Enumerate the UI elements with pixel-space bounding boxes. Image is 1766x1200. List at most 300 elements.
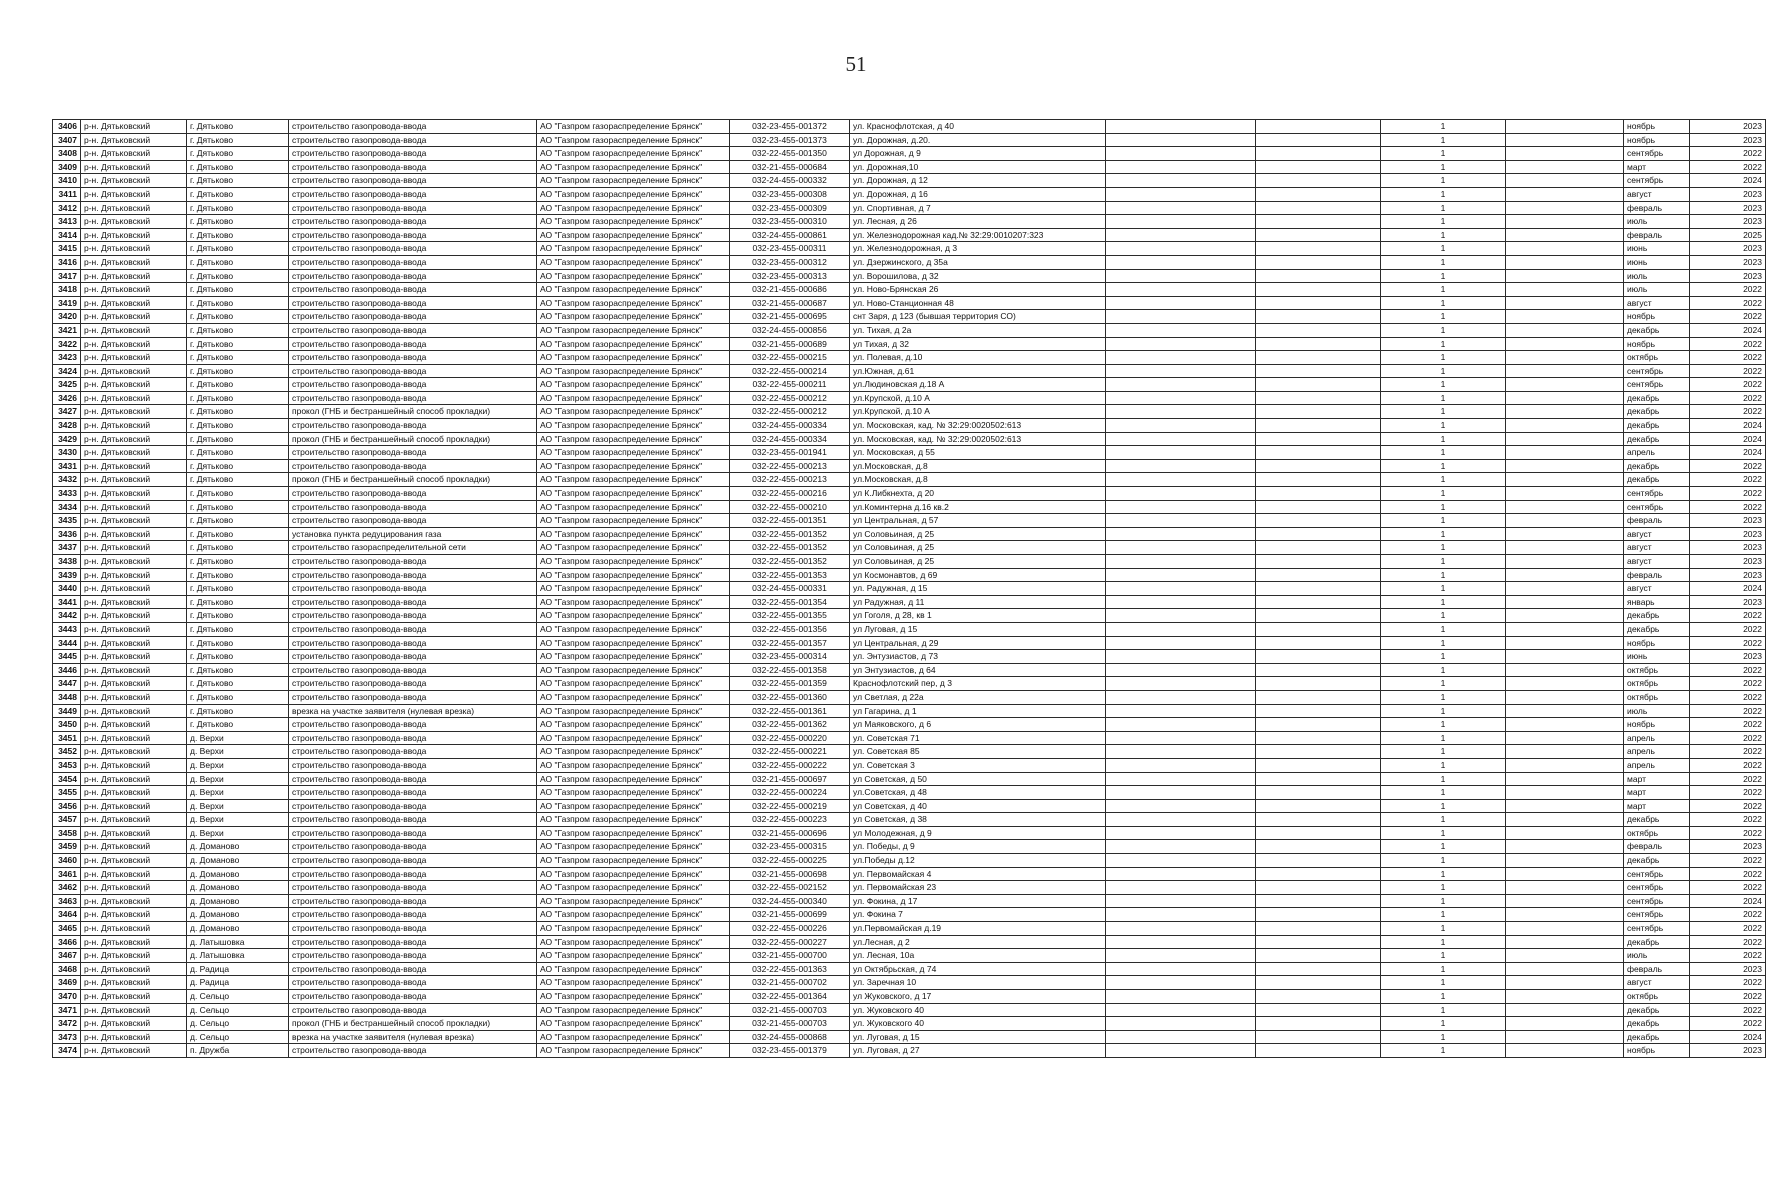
- cell-settlement: д. Верхи: [187, 772, 289, 786]
- cell-settlement: г. Дятьково: [187, 378, 289, 392]
- cell-month: июль: [1624, 704, 1690, 718]
- cell-row-number: 3446: [53, 663, 81, 677]
- cell-address: ул К.Либкнехта, д 20: [850, 487, 1106, 501]
- cell-quantity: 1: [1381, 1044, 1506, 1058]
- cell-district: р-н. Дятьковский: [81, 147, 187, 161]
- cell-year: 2022: [1690, 663, 1766, 677]
- cell-settlement: г. Дятьково: [187, 622, 289, 636]
- cell-address: ул. Советская 71: [850, 731, 1106, 745]
- cell-year: 2023: [1690, 215, 1766, 229]
- cell-month: ноябрь: [1624, 636, 1690, 650]
- cell-district: р-н. Дятьковский: [81, 622, 187, 636]
- cell-empty-cell: [1506, 990, 1624, 1004]
- cell-address: ул.Победы д.12: [850, 854, 1106, 868]
- cell-month: декабрь: [1624, 854, 1690, 868]
- cell-work-type: строительство газопровода-ввода: [289, 568, 537, 582]
- cell-settlement: г. Дятьково: [187, 201, 289, 215]
- cell-application-number: 032-22-455-000213: [730, 473, 850, 487]
- cell-empty-cell: [1106, 704, 1256, 718]
- cell-organization: АО "Газпром газораспределение Брянск": [537, 922, 730, 936]
- cell-organization: АО "Газпром газораспределение Брянск": [537, 500, 730, 514]
- cell-empty-cell: [1506, 935, 1624, 949]
- cell-organization: АО "Газпром газораспределение Брянск": [537, 650, 730, 664]
- cell-row-number: 3453: [53, 758, 81, 772]
- cell-work-type: строительство газопровода-ввода: [289, 813, 537, 827]
- cell-empty-cell: [1506, 650, 1624, 664]
- cell-empty-cell: [1106, 323, 1256, 337]
- cell-organization: АО "Газпром газораспределение Брянск": [537, 405, 730, 419]
- cell-row-number: 3435: [53, 514, 81, 528]
- cell-district: р-н. Дятьковский: [81, 690, 187, 704]
- cell-empty-cell: [1256, 351, 1381, 365]
- table-row: [53, 799, 1766, 813]
- cell-settlement: г. Дятьково: [187, 459, 289, 473]
- cell-month: июль: [1624, 949, 1690, 963]
- cell-organization: АО "Газпром газораспределение Брянск": [537, 976, 730, 990]
- cell-organization: АО "Газпром газораспределение Брянск": [537, 772, 730, 786]
- cell-settlement: г. Дятьково: [187, 419, 289, 433]
- cell-row-number: 3450: [53, 718, 81, 732]
- cell-empty-cell: [1106, 473, 1256, 487]
- cell-year: 2023: [1690, 1044, 1766, 1058]
- cell-month: сентябрь: [1624, 364, 1690, 378]
- cell-district: р-н. Дятьковский: [81, 609, 187, 623]
- cell-quantity: 1: [1381, 555, 1506, 569]
- cell-work-type: строительство газопровода-ввода: [289, 133, 537, 147]
- cell-month: июнь: [1624, 242, 1690, 256]
- cell-empty-cell: [1506, 283, 1624, 297]
- cell-empty-cell: [1256, 745, 1381, 759]
- cell-empty-cell: [1106, 419, 1256, 433]
- cell-empty-cell: [1256, 650, 1381, 664]
- cell-settlement: г. Дятьково: [187, 541, 289, 555]
- cell-settlement: г. Дятьково: [187, 582, 289, 596]
- cell-application-number: 032-21-455-000689: [730, 337, 850, 351]
- cell-empty-cell: [1256, 1017, 1381, 1031]
- cell-empty-cell: [1506, 962, 1624, 976]
- cell-work-type: строительство газопровода-ввода: [289, 487, 537, 501]
- table-row: [53, 636, 1766, 650]
- cell-empty-cell: [1506, 133, 1624, 147]
- cell-organization: АО "Газпром газораспределение Брянск": [537, 269, 730, 283]
- cell-application-number: 032-23-455-000312: [730, 255, 850, 269]
- cell-application-number: 032-22-455-001362: [730, 718, 850, 732]
- cell-row-number: 3408: [53, 147, 81, 161]
- cell-empty-cell: [1256, 527, 1381, 541]
- cell-district: р-н. Дятьковский: [81, 731, 187, 745]
- cell-address: ул.Крупской, д.10 А: [850, 405, 1106, 419]
- cell-organization: АО "Газпром газораспределение Брянск": [537, 242, 730, 256]
- cell-row-number: 3432: [53, 473, 81, 487]
- cell-application-number: 032-22-455-001353: [730, 568, 850, 582]
- cell-empty-cell: [1256, 854, 1381, 868]
- table-row: [53, 1030, 1766, 1044]
- cell-empty-cell: [1506, 160, 1624, 174]
- cell-month: октябрь: [1624, 663, 1690, 677]
- cell-month: ноябрь: [1624, 133, 1690, 147]
- table-row: [53, 922, 1766, 936]
- cell-organization: АО "Газпром газораспределение Брянск": [537, 731, 730, 745]
- cell-work-type: строительство газопровода-ввода: [289, 990, 537, 1004]
- cell-district: р-н. Дятьковский: [81, 1030, 187, 1044]
- cell-district: р-н. Дятьковский: [81, 283, 187, 297]
- cell-organization: АО "Газпром газораспределение Брянск": [537, 160, 730, 174]
- cell-work-type: строительство газопровода-ввода: [289, 799, 537, 813]
- cell-organization: АО "Газпром газораспределение Брянск": [537, 201, 730, 215]
- cell-organization: АО "Газпром газораспределение Брянск": [537, 799, 730, 813]
- cell-work-type: строительство газопровода-ввода: [289, 908, 537, 922]
- cell-work-type: строительство газопровода-ввода: [289, 555, 537, 569]
- cell-empty-cell: [1256, 364, 1381, 378]
- cell-organization: АО "Газпром газораспределение Брянск": [537, 446, 730, 460]
- cell-month: октябрь: [1624, 990, 1690, 1004]
- cell-quantity: 1: [1381, 922, 1506, 936]
- cell-district: р-н. Дятьковский: [81, 636, 187, 650]
- cell-settlement: г. Дятьково: [187, 514, 289, 528]
- cell-year: 2024: [1690, 432, 1766, 446]
- cell-empty-cell: [1506, 731, 1624, 745]
- cell-year: 2022: [1690, 976, 1766, 990]
- table-row: [53, 772, 1766, 786]
- cell-row-number: 3441: [53, 595, 81, 609]
- cell-settlement: г. Дятьково: [187, 555, 289, 569]
- cell-empty-cell: [1506, 296, 1624, 310]
- table-row: [53, 242, 1766, 256]
- cell-quantity: 1: [1381, 854, 1506, 868]
- cell-year: 2024: [1690, 174, 1766, 188]
- cell-year: 2022: [1690, 935, 1766, 949]
- cell-address: ул. Лесная, 10а: [850, 949, 1106, 963]
- cell-district: р-н. Дятьковский: [81, 351, 187, 365]
- cell-settlement: д. Доманово: [187, 922, 289, 936]
- table-row: [53, 786, 1766, 800]
- cell-application-number: 032-22-455-000216: [730, 487, 850, 501]
- cell-row-number: 3417: [53, 269, 81, 283]
- cell-settlement: г. Дятьково: [187, 242, 289, 256]
- cell-work-type: строительство газопровода-ввода: [289, 935, 537, 949]
- cell-settlement: г. Дятьково: [187, 718, 289, 732]
- cell-address: ул Гагарина, д 1: [850, 704, 1106, 718]
- cell-row-number: 3423: [53, 351, 81, 365]
- cell-address: ул. Энтузиастов, д 73: [850, 650, 1106, 664]
- cell-work-type: строительство газопровода-ввода: [289, 120, 537, 134]
- table-row: [53, 215, 1766, 229]
- cell-organization: АО "Газпром газораспределение Брянск": [537, 473, 730, 487]
- cell-row-number: 3462: [53, 881, 81, 895]
- cell-address: ул Радужная, д 11: [850, 595, 1106, 609]
- cell-empty-cell: [1256, 622, 1381, 636]
- cell-application-number: 032-22-455-000224: [730, 786, 850, 800]
- cell-empty-cell: [1106, 541, 1256, 555]
- cell-empty-cell: [1256, 786, 1381, 800]
- cell-month: сентябрь: [1624, 908, 1690, 922]
- cell-address: снт Заря, д 123 (бывшая территория СО): [850, 310, 1106, 324]
- table-row: [53, 391, 1766, 405]
- cell-row-number: 3420: [53, 310, 81, 324]
- cell-empty-cell: [1256, 636, 1381, 650]
- table-row: [53, 255, 1766, 269]
- cell-settlement: д. Радица: [187, 976, 289, 990]
- cell-quantity: 1: [1381, 215, 1506, 229]
- cell-work-type: строительство газопровода-ввода: [289, 323, 537, 337]
- cell-empty-cell: [1256, 541, 1381, 555]
- cell-quantity: 1: [1381, 894, 1506, 908]
- cell-application-number: 032-22-455-001352: [730, 555, 850, 569]
- cell-empty-cell: [1106, 242, 1256, 256]
- cell-empty-cell: [1106, 269, 1256, 283]
- cell-work-type: строительство газопровода-ввода: [289, 337, 537, 351]
- cell-empty-cell: [1256, 378, 1381, 392]
- cell-quantity: 1: [1381, 786, 1506, 800]
- cell-address: ул Соловьиная, д 25: [850, 527, 1106, 541]
- cell-year: 2022: [1690, 772, 1766, 786]
- cell-empty-cell: [1506, 582, 1624, 596]
- cell-district: р-н. Дятьковский: [81, 323, 187, 337]
- cell-empty-cell: [1256, 337, 1381, 351]
- cell-empty-cell: [1256, 555, 1381, 569]
- cell-address: ул Октябрьская, д 74: [850, 962, 1106, 976]
- cell-address: ул Центральная, д 57: [850, 514, 1106, 528]
- cell-settlement: г. Дятьково: [187, 310, 289, 324]
- cell-empty-cell: [1106, 351, 1256, 365]
- cell-organization: АО "Газпром газораспределение Брянск": [537, 323, 730, 337]
- cell-year: 2022: [1690, 949, 1766, 963]
- cell-settlement: г. Дятьково: [187, 636, 289, 650]
- table-row: [53, 976, 1766, 990]
- cell-settlement: г. Дятьково: [187, 174, 289, 188]
- cell-empty-cell: [1106, 908, 1256, 922]
- cell-empty-cell: [1106, 935, 1256, 949]
- cell-empty-cell: [1506, 609, 1624, 623]
- cell-application-number: 032-21-455-000696: [730, 826, 850, 840]
- cell-district: р-н. Дятьковский: [81, 391, 187, 405]
- cell-empty-cell: [1506, 147, 1624, 161]
- cell-row-number: 3429: [53, 432, 81, 446]
- cell-month: февраль: [1624, 228, 1690, 242]
- table-row: [53, 840, 1766, 854]
- cell-district: р-н. Дятьковский: [81, 160, 187, 174]
- cell-address: ул.Южная, д.61: [850, 364, 1106, 378]
- cell-organization: АО "Газпром газораспределение Брянск": [537, 881, 730, 895]
- cell-settlement: д. Доманово: [187, 854, 289, 868]
- cell-month: октябрь: [1624, 690, 1690, 704]
- cell-year: 2023: [1690, 555, 1766, 569]
- cell-district: р-н. Дятьковский: [81, 990, 187, 1004]
- table-row: [53, 500, 1766, 514]
- cell-year: 2023: [1690, 201, 1766, 215]
- cell-empty-cell: [1106, 432, 1256, 446]
- cell-quantity: 1: [1381, 622, 1506, 636]
- cell-address: ул Луговая, д 15: [850, 622, 1106, 636]
- cell-work-type: строительство газопровода-ввода: [289, 391, 537, 405]
- cell-empty-cell: [1106, 391, 1256, 405]
- cell-month: ноябрь: [1624, 310, 1690, 324]
- cell-year: 2023: [1690, 962, 1766, 976]
- cell-year: 2023: [1690, 568, 1766, 582]
- cell-empty-cell: [1256, 487, 1381, 501]
- cell-work-type: строительство газопровода-ввода: [289, 147, 537, 161]
- cell-empty-cell: [1256, 799, 1381, 813]
- cell-empty-cell: [1256, 310, 1381, 324]
- cell-empty-cell: [1256, 120, 1381, 134]
- cell-empty-cell: [1106, 758, 1256, 772]
- cell-empty-cell: [1106, 854, 1256, 868]
- cell-empty-cell: [1506, 636, 1624, 650]
- cell-empty-cell: [1106, 813, 1256, 827]
- cell-district: р-н. Дятьковский: [81, 459, 187, 473]
- cell-row-number: 3474: [53, 1044, 81, 1058]
- cell-settlement: г. Дятьково: [187, 568, 289, 582]
- cell-district: р-н. Дятьковский: [81, 826, 187, 840]
- cell-month: август: [1624, 527, 1690, 541]
- cell-empty-cell: [1506, 242, 1624, 256]
- cell-row-number: 3449: [53, 704, 81, 718]
- cell-empty-cell: [1256, 323, 1381, 337]
- cell-work-type: строительство газопровода-ввода: [289, 609, 537, 623]
- cell-work-type: строительство газопровода-ввода: [289, 595, 537, 609]
- table-row: [53, 432, 1766, 446]
- cell-application-number: 032-23-455-001372: [730, 120, 850, 134]
- cell-empty-cell: [1506, 704, 1624, 718]
- cell-empty-cell: [1256, 174, 1381, 188]
- cell-year: 2023: [1690, 527, 1766, 541]
- cell-quantity: 1: [1381, 228, 1506, 242]
- cell-address: ул.Людиновская д.18 А: [850, 378, 1106, 392]
- cell-row-number: 3412: [53, 201, 81, 215]
- table-row: [53, 622, 1766, 636]
- cell-settlement: г. Дятьково: [187, 405, 289, 419]
- cell-empty-cell: [1506, 323, 1624, 337]
- cell-empty-cell: [1506, 840, 1624, 854]
- table-row: [53, 677, 1766, 691]
- cell-address: Краснофлотский пер, д 3: [850, 677, 1106, 691]
- cell-empty-cell: [1506, 949, 1624, 963]
- cell-row-number: 3407: [53, 133, 81, 147]
- cell-month: декабрь: [1624, 323, 1690, 337]
- cell-quantity: 1: [1381, 500, 1506, 514]
- cell-month: декабрь: [1624, 813, 1690, 827]
- cell-work-type: врезка на участке заявителя (нулевая врезка): [289, 704, 537, 718]
- cell-work-type: строительство газопровода-ввода: [289, 514, 537, 528]
- cell-empty-cell: [1506, 555, 1624, 569]
- cell-work-type: врезка на участке заявителя (нулевая врезка): [289, 1030, 537, 1044]
- cell-row-number: 3471: [53, 1003, 81, 1017]
- cell-empty-cell: [1506, 487, 1624, 501]
- table-row: [53, 854, 1766, 868]
- cell-application-number: 032-22-455-000221: [730, 745, 850, 759]
- cell-district: р-н. Дятьковский: [81, 364, 187, 378]
- cell-work-type: прокол (ГНБ и бестраншейный способ прокладки): [289, 432, 537, 446]
- cell-month: февраль: [1624, 201, 1690, 215]
- table-row: [53, 745, 1766, 759]
- cell-month: декабрь: [1624, 935, 1690, 949]
- cell-address: ул Жуковского, д 17: [850, 990, 1106, 1004]
- cell-address: ул. Тихая, д 2а: [850, 323, 1106, 337]
- table-row: [53, 527, 1766, 541]
- cell-year: 2022: [1690, 854, 1766, 868]
- cell-organization: АО "Газпром газораспределение Брянск": [537, 582, 730, 596]
- cell-settlement: д. Верхи: [187, 731, 289, 745]
- cell-empty-cell: [1106, 555, 1256, 569]
- cell-work-type: строительство газопровода-ввода: [289, 269, 537, 283]
- cell-row-number: 3430: [53, 446, 81, 460]
- cell-work-type: строительство газопровода-ввода: [289, 962, 537, 976]
- table-row: [53, 962, 1766, 976]
- cell-address: ул Маяковского, д 6: [850, 718, 1106, 732]
- cell-empty-cell: [1256, 772, 1381, 786]
- cell-settlement: г. Дятьково: [187, 527, 289, 541]
- cell-quantity: 1: [1381, 364, 1506, 378]
- cell-empty-cell: [1256, 1003, 1381, 1017]
- cell-district: р-н. Дятьковский: [81, 446, 187, 460]
- cell-empty-cell: [1256, 459, 1381, 473]
- cell-empty-cell: [1506, 500, 1624, 514]
- cell-address: ул Центральная, д 29: [850, 636, 1106, 650]
- cell-settlement: д. Верхи: [187, 745, 289, 759]
- cell-year: 2023: [1690, 595, 1766, 609]
- cell-row-number: 3455: [53, 786, 81, 800]
- cell-application-number: 032-22-455-000225: [730, 854, 850, 868]
- cell-year: 2022: [1690, 718, 1766, 732]
- cell-district: р-н. Дятьковский: [81, 894, 187, 908]
- table-row: [53, 419, 1766, 433]
- cell-settlement: г. Дятьково: [187, 609, 289, 623]
- cell-application-number: 032-23-455-000308: [730, 187, 850, 201]
- cell-work-type: прокол (ГНБ и бестраншейный способ прокладки): [289, 405, 537, 419]
- cell-address: ул. Дорожная,10: [850, 160, 1106, 174]
- cell-organization: АО "Газпром газораспределение Брянск": [537, 826, 730, 840]
- table-row: [53, 187, 1766, 201]
- cell-month: декабрь: [1624, 609, 1690, 623]
- cell-address: ул. Советская 85: [850, 745, 1106, 759]
- cell-empty-cell: [1256, 731, 1381, 745]
- table-row: [53, 1017, 1766, 1031]
- cell-address: ул. Московская, кад. № 32:29:0020502:613: [850, 419, 1106, 433]
- cell-row-number: 3448: [53, 690, 81, 704]
- cell-district: р-н. Дятьковский: [81, 908, 187, 922]
- table-row: [53, 894, 1766, 908]
- cell-settlement: г. Дятьково: [187, 704, 289, 718]
- cell-empty-cell: [1106, 677, 1256, 691]
- cell-month: апрель: [1624, 758, 1690, 772]
- cell-row-number: 3444: [53, 636, 81, 650]
- cell-empty-cell: [1256, 432, 1381, 446]
- cell-empty-cell: [1106, 745, 1256, 759]
- cell-month: январь: [1624, 595, 1690, 609]
- cell-application-number: 032-23-455-000315: [730, 840, 850, 854]
- cell-application-number: 032-22-455-001359: [730, 677, 850, 691]
- cell-empty-cell: [1506, 854, 1624, 868]
- cell-settlement: д. Верхи: [187, 758, 289, 772]
- cell-work-type: установка пункта редуцирования газа: [289, 527, 537, 541]
- cell-empty-cell: [1106, 962, 1256, 976]
- cell-organization: АО "Газпром газораспределение Брянск": [537, 908, 730, 922]
- cell-settlement: г. Дятьково: [187, 690, 289, 704]
- cell-district: р-н. Дятьковский: [81, 432, 187, 446]
- cell-empty-cell: [1506, 378, 1624, 392]
- cell-year: 2022: [1690, 147, 1766, 161]
- cell-address: ул Космонавтов, д 69: [850, 568, 1106, 582]
- cell-district: р-н. Дятьковский: [81, 663, 187, 677]
- cell-application-number: 032-21-455-000698: [730, 867, 850, 881]
- cell-row-number: 3436: [53, 527, 81, 541]
- cell-address: ул.Советская, д 48: [850, 786, 1106, 800]
- table-row: [53, 609, 1766, 623]
- cell-empty-cell: [1506, 187, 1624, 201]
- cell-month: декабрь: [1624, 1030, 1690, 1044]
- cell-work-type: строительство газопровода-ввода: [289, 758, 537, 772]
- cell-settlement: г. Дятьково: [187, 133, 289, 147]
